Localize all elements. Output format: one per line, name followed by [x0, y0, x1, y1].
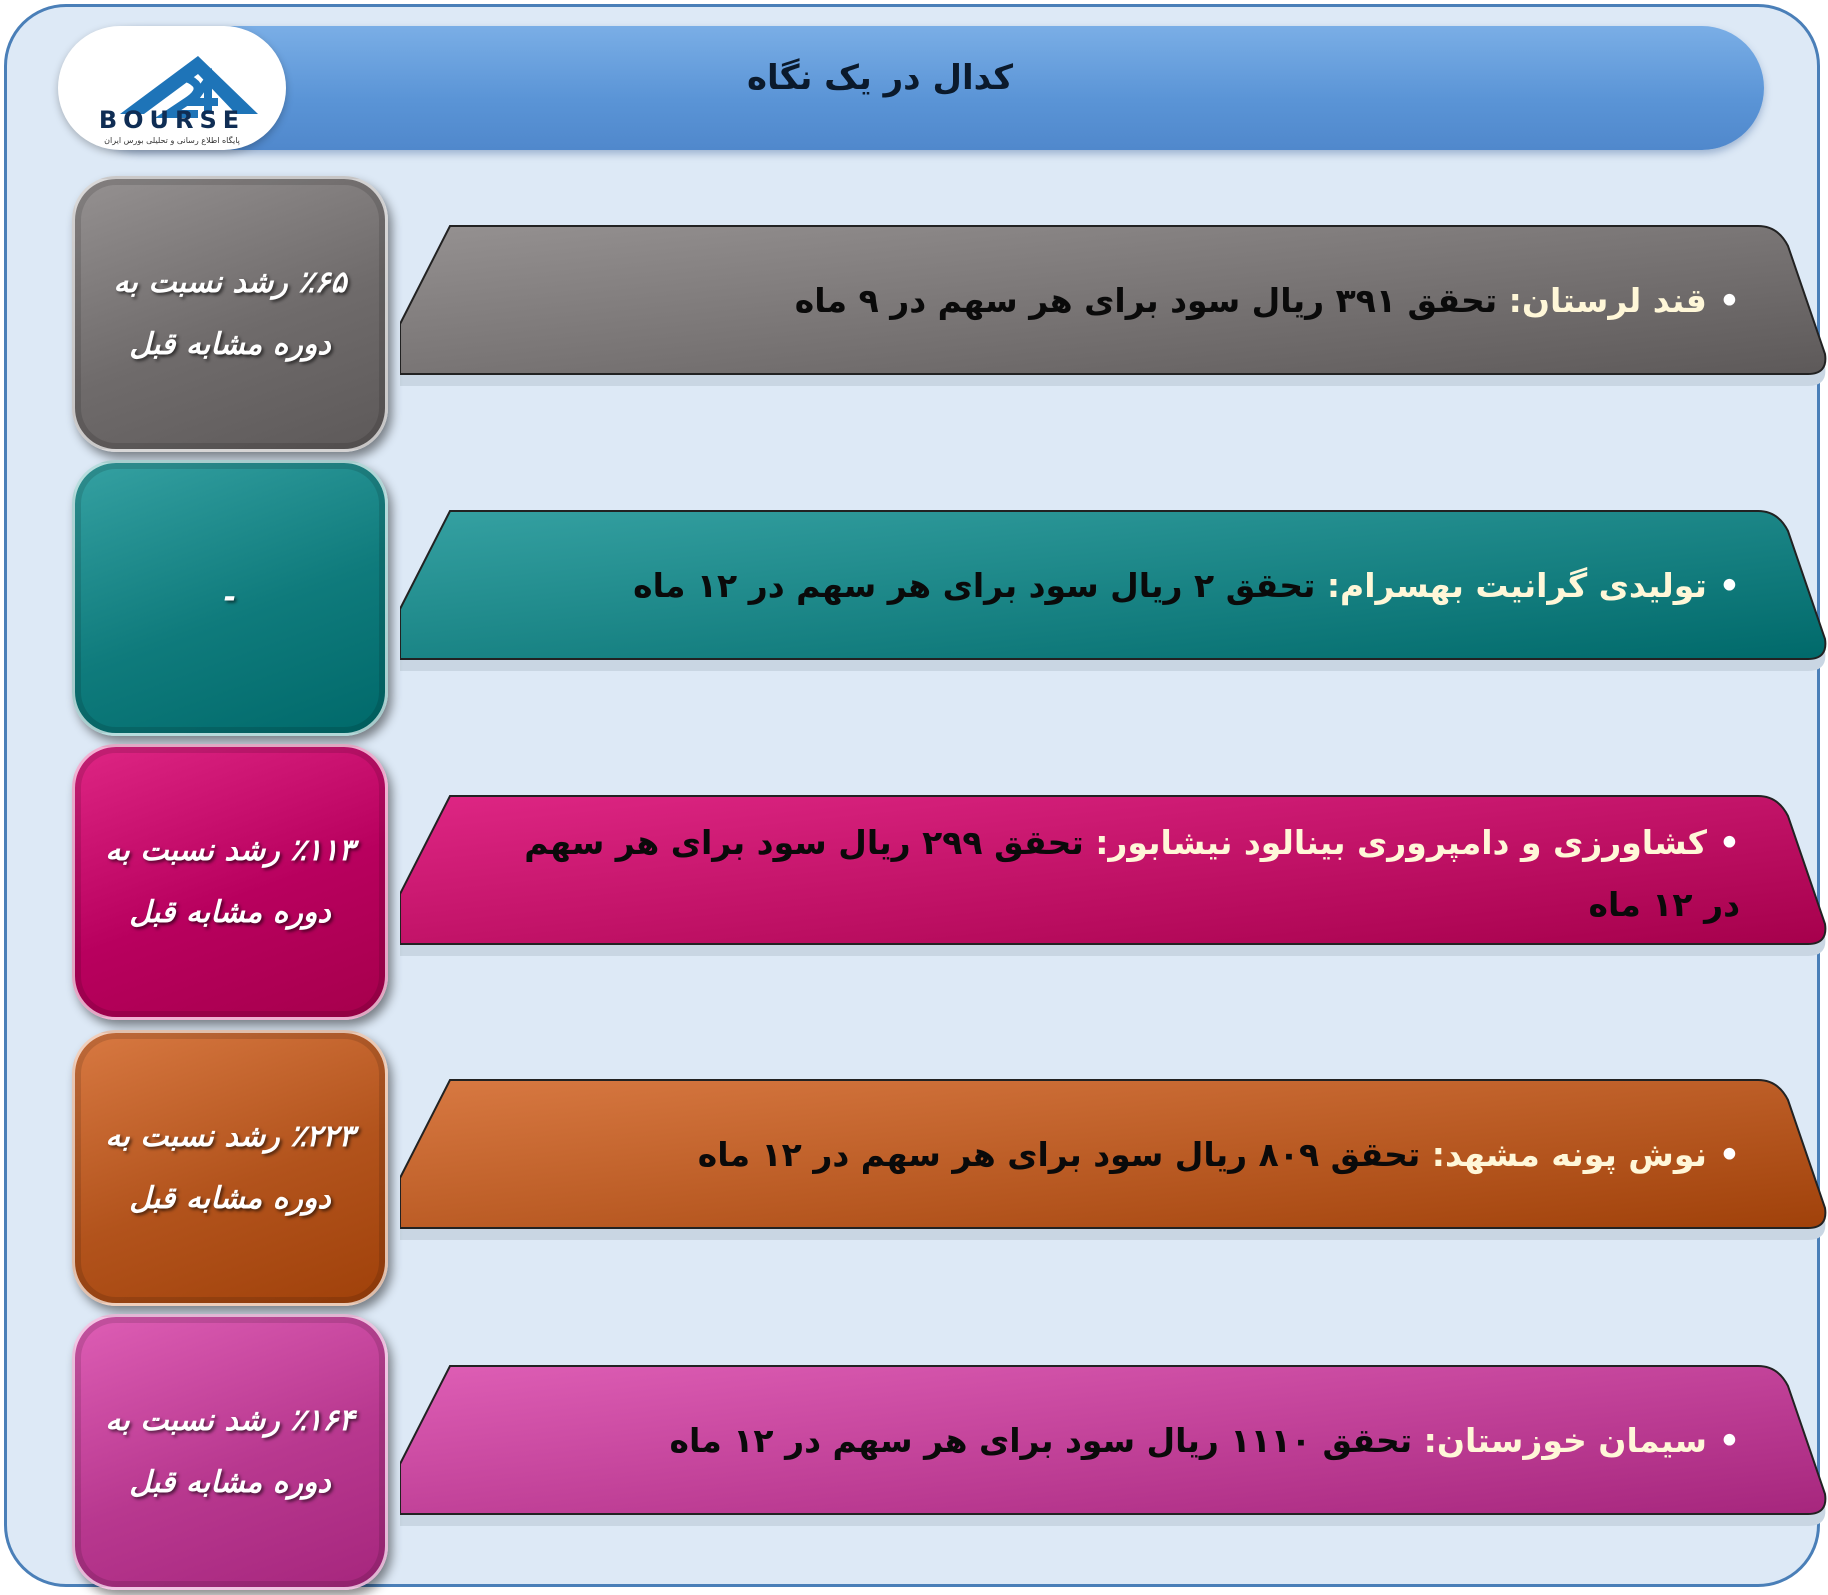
growth-line: دوره مشابه قبل — [129, 1181, 331, 1216]
company-summary — [698, 1124, 1740, 1186]
growth-line: ٪۱۶۴ رشد نسبت به — [105, 1403, 355, 1438]
company-summary — [795, 270, 1740, 332]
bullet-icon: • — [1718, 566, 1740, 605]
growth-badge — [72, 460, 388, 736]
earnings-detail: تحقق ۸۰۹ ریال سود برای هر سهم در ۱۲ ماه — [697, 1135, 1432, 1174]
growth-line: دوره مشابه قبل — [129, 327, 331, 362]
company-name: تولیدی گرانیت بهسرام: — [1326, 566, 1707, 605]
growth-badge — [72, 176, 388, 452]
growth-text — [75, 179, 385, 449]
growth-line: ٪۱۱۳ رشد نسبت به — [105, 833, 355, 868]
growth-line: دوره مشابه قبل — [129, 1465, 331, 1500]
growth-line: ٪۲۲۳ رشد نسبت به — [105, 1119, 355, 1154]
growth-text — [75, 463, 385, 733]
earnings-detail: تحقق ۲ ریال سود برای هر سهم در ۱۲ ماه — [633, 566, 1327, 605]
company-name: قند لرستان: — [1508, 281, 1707, 320]
growth-text — [75, 747, 385, 1017]
company-name: کشاورزی و دامپروری بینالود نیشابور: — [1095, 823, 1707, 862]
summary-line — [633, 555, 1740, 617]
bullet-icon: • — [1718, 823, 1740, 862]
growth-line: دوره مشابه قبل — [129, 895, 331, 930]
bourse24-logo — [58, 26, 286, 150]
earnings-detail: تحقق ۲۹۹ ریال سود برای هر سهم — [524, 823, 1096, 862]
summary-line — [795, 270, 1740, 332]
summary-line — [698, 1124, 1740, 1186]
company-name: نوش پونه مشهد: — [1431, 1135, 1707, 1174]
growth-text — [75, 1033, 385, 1303]
company-summary — [524, 812, 1740, 936]
bullet-icon: • — [1718, 1135, 1740, 1174]
company-name: سیمان خوزستان: — [1423, 1421, 1707, 1460]
growth-badge — [72, 744, 388, 1020]
company-summary — [633, 555, 1740, 617]
bullet-icon: • — [1718, 1421, 1740, 1460]
summary-line — [524, 812, 1740, 874]
growth-text — [75, 1317, 385, 1587]
growth-badge — [72, 1030, 388, 1306]
growth-line: ٪۶۵ رشد نسبت به — [113, 265, 347, 300]
logo-brand-text: BOURSE — [98, 106, 246, 134]
earnings-detail: تحقق ۱۱۱۰ ریال سود برای هر سهم در ۱۲ ماه — [669, 1421, 1424, 1460]
company-summary — [669, 1410, 1740, 1472]
earnings-detail: تحقق ۳۹۱ ریال سود برای هر سهم در ۹ ماه — [794, 281, 1509, 320]
bullet-icon: • — [1718, 281, 1740, 320]
summary-line — [669, 1410, 1740, 1472]
growth-line: - — [223, 580, 237, 615]
earnings-detail: در ۱۲ ماه — [1588, 885, 1740, 924]
growth-badge — [72, 1314, 388, 1590]
logo-tagline: پایگاه اطلاع رسانی و تحلیلی بورس ایران — [104, 136, 240, 145]
page-title: کدال در یک نگاه — [746, 58, 1014, 98]
